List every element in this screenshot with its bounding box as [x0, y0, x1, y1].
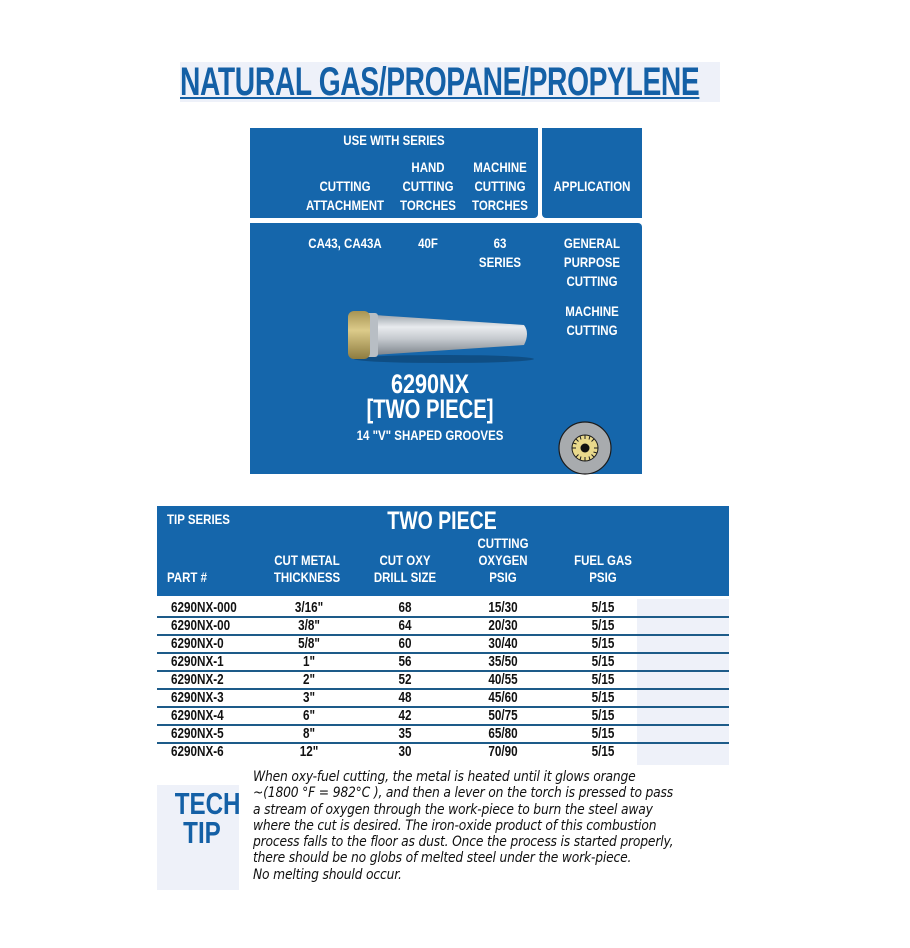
cell-part: 6290NX-2: [171, 671, 224, 688]
cell-part: 6290NX-000: [171, 599, 237, 616]
table-body: [157, 599, 729, 765]
col-application: APPLICATION: [553, 178, 631, 194]
value-application-2-l2: CUTTING: [566, 322, 618, 338]
col-part: PART #: [167, 569, 207, 585]
col-fuel-l2: PSIG: [589, 569, 617, 585]
cell-part: 6290NX-3: [171, 689, 224, 706]
value-application-1-l2: PURPOSE: [563, 254, 621, 270]
series-name: TWO PIECE: [387, 507, 497, 535]
cutting-tip-image: [344, 305, 540, 365]
cell-fuel: 5/15: [591, 725, 615, 742]
tech-tip-label-line2: TIP: [183, 815, 221, 850]
cell-oxygen: 35/50: [488, 653, 518, 670]
tech-tip-line: there should be no globs of melted steel under the work-piece.: [253, 850, 632, 867]
cell-thickness: 3/8": [298, 617, 320, 634]
cell-drill: 64: [398, 617, 412, 634]
cell-thickness: 12": [299, 743, 319, 760]
product-details: [250, 223, 642, 474]
tech-tip-line: a stream of oxygen through the work-piece to burn the steel away: [253, 801, 653, 818]
product-info-panel: [250, 128, 642, 474]
cell-thickness: 8": [302, 725, 316, 742]
model-number: 6290NX: [390, 369, 470, 399]
col-cutting-attachment-l1: CUTTING: [319, 178, 371, 194]
col-oxygen-l1: CUTTING: [477, 535, 529, 551]
cell-drill: 56: [398, 653, 412, 670]
col-machine-torches-l1: MACHINE: [473, 159, 527, 175]
cell-drill: 60: [398, 635, 412, 652]
tech-tip-line: process falls to the floor as dust. Once the process is started properly,: [253, 834, 674, 851]
tech-tip-line: When oxy-fuel cutting, the metal is heated until it glows orange: [253, 769, 636, 785]
cell-oxygen: 65/80: [488, 725, 518, 742]
cell-part: 6290NX-1: [171, 653, 224, 670]
value-cutting-attachment: CA43, CA43A: [308, 235, 382, 251]
value-application-1-l1: GENERAL: [563, 235, 621, 251]
col-hand-torches-l1: HAND: [411, 159, 445, 175]
cell-drill: 52: [398, 671, 412, 688]
tech-tip-line: ~(1800 °F = 982°C ), and then a lever on the torch is pressed to pass: [253, 785, 674, 802]
groove-count: 14 "V" SHAPED GROOVES: [356, 427, 504, 443]
cell-part: 6290NX-5: [171, 725, 224, 742]
cell-part: 6290NX-6: [171, 743, 224, 760]
table-row: [157, 635, 729, 653]
cell-drill: 42: [398, 707, 412, 724]
table-row: [157, 725, 729, 743]
col-hand-torches-l3: TORCHES: [400, 197, 456, 213]
table-row: [157, 671, 729, 689]
cell-thickness: 3": [302, 689, 316, 706]
col-cutting-attachment-l2: ATTACHMENT: [305, 197, 385, 213]
cell-fuel: 5/15: [591, 653, 615, 670]
value-application-2-l1: MACHINE: [565, 303, 619, 319]
col-drill-l2: DRILL SIZE: [373, 569, 437, 585]
cell-thickness: 5/8": [298, 635, 320, 652]
cell-oxygen: 40/55: [488, 671, 518, 688]
col-thickness-l1: CUT METAL: [274, 552, 340, 568]
value-hand-torches: 40F: [418, 235, 438, 251]
tip-end-view-icon: [557, 420, 613, 476]
cell-fuel: 5/15: [591, 707, 615, 724]
cell-thickness: 3/16": [294, 599, 324, 616]
cell-oxygen: 30/40: [488, 635, 518, 652]
table-header: [157, 506, 729, 596]
cell-fuel: 5/15: [591, 743, 615, 760]
page-title-text: NATURAL GAS/PROPANE/PROPYLENE: [180, 60, 700, 104]
table-row: [157, 599, 729, 617]
table-row: [157, 653, 729, 671]
cell-fuel: 5/15: [591, 617, 615, 634]
value-application-1-l3: CUTTING: [566, 273, 618, 289]
cell-fuel: 5/15: [591, 671, 615, 688]
cell-part: 6290NX-4: [171, 707, 224, 724]
page-title: [180, 62, 720, 102]
tip-series-label: TIP SERIES: [167, 511, 230, 527]
col-oxygen-l3: PSIG: [489, 569, 517, 585]
cell-fuel: 5/15: [591, 689, 615, 706]
table-row: [157, 689, 729, 707]
table-row: [157, 743, 729, 761]
cell-oxygen: 70/90: [488, 743, 518, 760]
cell-drill: 48: [398, 689, 412, 706]
use-with-series-header: [250, 128, 538, 218]
cell-thickness: 6": [302, 707, 316, 724]
col-oxygen-l2: OXYGEN: [478, 552, 528, 568]
value-machine-torches-l2: SERIES: [478, 254, 522, 270]
cell-oxygen: 15/30: [488, 599, 518, 616]
cell-drill: 30: [398, 743, 412, 760]
table-row: [157, 707, 729, 725]
cell-part: 6290NX-00: [171, 617, 231, 634]
cell-oxygen: 20/30: [488, 617, 518, 634]
use-with-series-label: USE WITH SERIES: [343, 132, 445, 148]
col-fuel-l1: FUEL GAS: [574, 552, 632, 568]
col-machine-torches-l2: CUTTING: [474, 178, 526, 194]
cell-drill: 35: [398, 725, 412, 742]
col-hand-torches-l2: CUTTING: [402, 178, 454, 194]
tech-tip-label: [174, 786, 241, 850]
tech-tip-section: [157, 765, 732, 890]
cell-thickness: 1": [302, 653, 316, 670]
col-machine-torches-l3: TORCHES: [472, 197, 528, 213]
tech-tip-line: where the cut is desired. The iron-oxide product of this combustion: [253, 817, 657, 834]
table-row: [157, 617, 729, 635]
col-thickness-l2: THICKNESS: [273, 569, 341, 585]
tech-tip-text: [253, 769, 684, 883]
col-drill-l1: CUT OXY: [379, 552, 431, 568]
model-type: [TWO PIECE]: [366, 394, 494, 424]
cell-drill: 68: [398, 599, 412, 616]
tech-tip-line: No melting should occur.: [253, 866, 402, 883]
application-header: [542, 128, 642, 218]
cell-thickness: 2": [302, 671, 316, 688]
cell-oxygen: 50/75: [488, 707, 518, 724]
cell-oxygen: 45/60: [488, 689, 518, 706]
cell-part: 6290NX-0: [171, 635, 224, 652]
value-machine-torches-l1: 63: [493, 235, 507, 251]
tech-tip-label-line1: TECH: [174, 786, 241, 821]
cell-fuel: 5/15: [591, 635, 615, 652]
cell-fuel: 5/15: [591, 599, 615, 616]
